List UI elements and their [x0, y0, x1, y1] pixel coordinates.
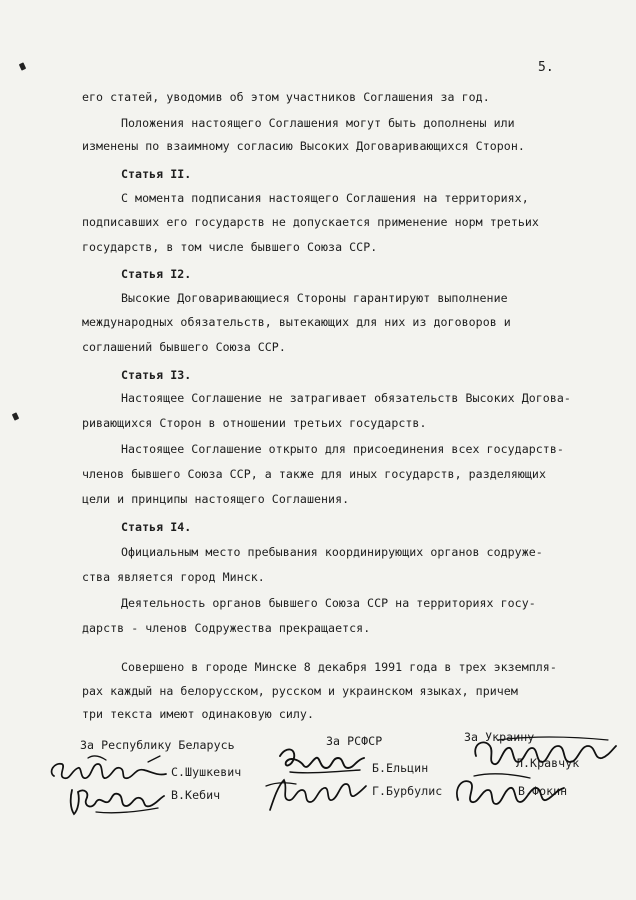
article-heading: Статья I3.: [121, 368, 192, 382]
text-line: Официальным место пребывания координирующих органов содруже-: [121, 545, 543, 559]
signatory-name: В.Фокин: [518, 784, 568, 798]
text-line: международных обязательств, вытекающих для них из договоров и: [82, 315, 511, 329]
binding-mark-icon: [19, 62, 26, 70]
binding-mark-icon: [12, 412, 19, 420]
handwritten-signature: [452, 770, 570, 814]
text-line: Высокие Договаривающиеся Стороны гарантируют выполнение: [121, 291, 508, 305]
text-line: рах каждый на белорусском, русском и украинском языках, причем: [82, 684, 518, 698]
signatory-name: Б.Ельцин: [372, 761, 429, 775]
text-line: Деятельность органов бывшего Союза ССР на территориях госу-: [121, 596, 536, 610]
signatory-heading-belarus: За Республику Беларусь: [80, 738, 235, 752]
article-heading: Статья I2.: [121, 267, 192, 281]
handwritten-signature: [66, 780, 170, 820]
page-number: 5.: [538, 60, 554, 75]
text-line: дарств - членов Содружества прекращается.: [82, 621, 371, 635]
text-line: ривающихся Сторон в отношении третьих государств.: [82, 416, 427, 430]
signatory-heading-rsfsr: За РСФСР: [326, 734, 383, 748]
text-line: Настоящее Соглашение не затрагивает обязательств Высоких Догова-: [121, 391, 571, 405]
article-heading: Статья II.: [121, 167, 192, 181]
text-line: ства является город Минск.: [82, 570, 265, 584]
handwritten-signature: [262, 772, 370, 816]
text-line: его статей, уводомив об этом участников Соглашения за год.: [82, 90, 490, 104]
signatory-name: Л.Кравчук: [516, 756, 580, 770]
signatory-name: С.Шушкевич: [171, 765, 242, 779]
article-heading: Статья I4.: [121, 520, 192, 534]
text-line: С момента подписания настоящего Соглашения на территориях,: [121, 191, 529, 205]
signatory-name: Г.Бурбулис: [372, 784, 443, 798]
text-line: подписавших его государств не допускается применение норм третьих: [82, 215, 539, 229]
text-line: государств, в том числе бывшего Союза ССР.: [82, 240, 378, 254]
text-line: Положения настоящего Соглашения могут быть дополнены или: [121, 116, 515, 130]
signatory-heading-ukraine: За Украину: [464, 730, 535, 744]
text-line: три текста имеют одинаковую силу.: [82, 707, 314, 721]
text-line: членов бывшего Союза ССР, а также для иных государств, разделяющих: [82, 467, 546, 481]
text-line: изменены по взаимному согласию Высоких Договаривающихся Сторон.: [82, 139, 525, 153]
text-line: Настоящее Соглашение открыто для присоединения всех государств-: [121, 442, 564, 456]
text-line: цели и принципы настоящего Соглашения.: [82, 492, 350, 506]
handwritten-signature: [468, 734, 618, 772]
text-line: соглашений бывшего Союза ССР.: [82, 340, 286, 354]
text-line: Совершено в городе Минске 8 декабря 1991 года в трех экземпля-: [121, 660, 557, 674]
signatory-name: В.Кебич: [171, 788, 221, 802]
